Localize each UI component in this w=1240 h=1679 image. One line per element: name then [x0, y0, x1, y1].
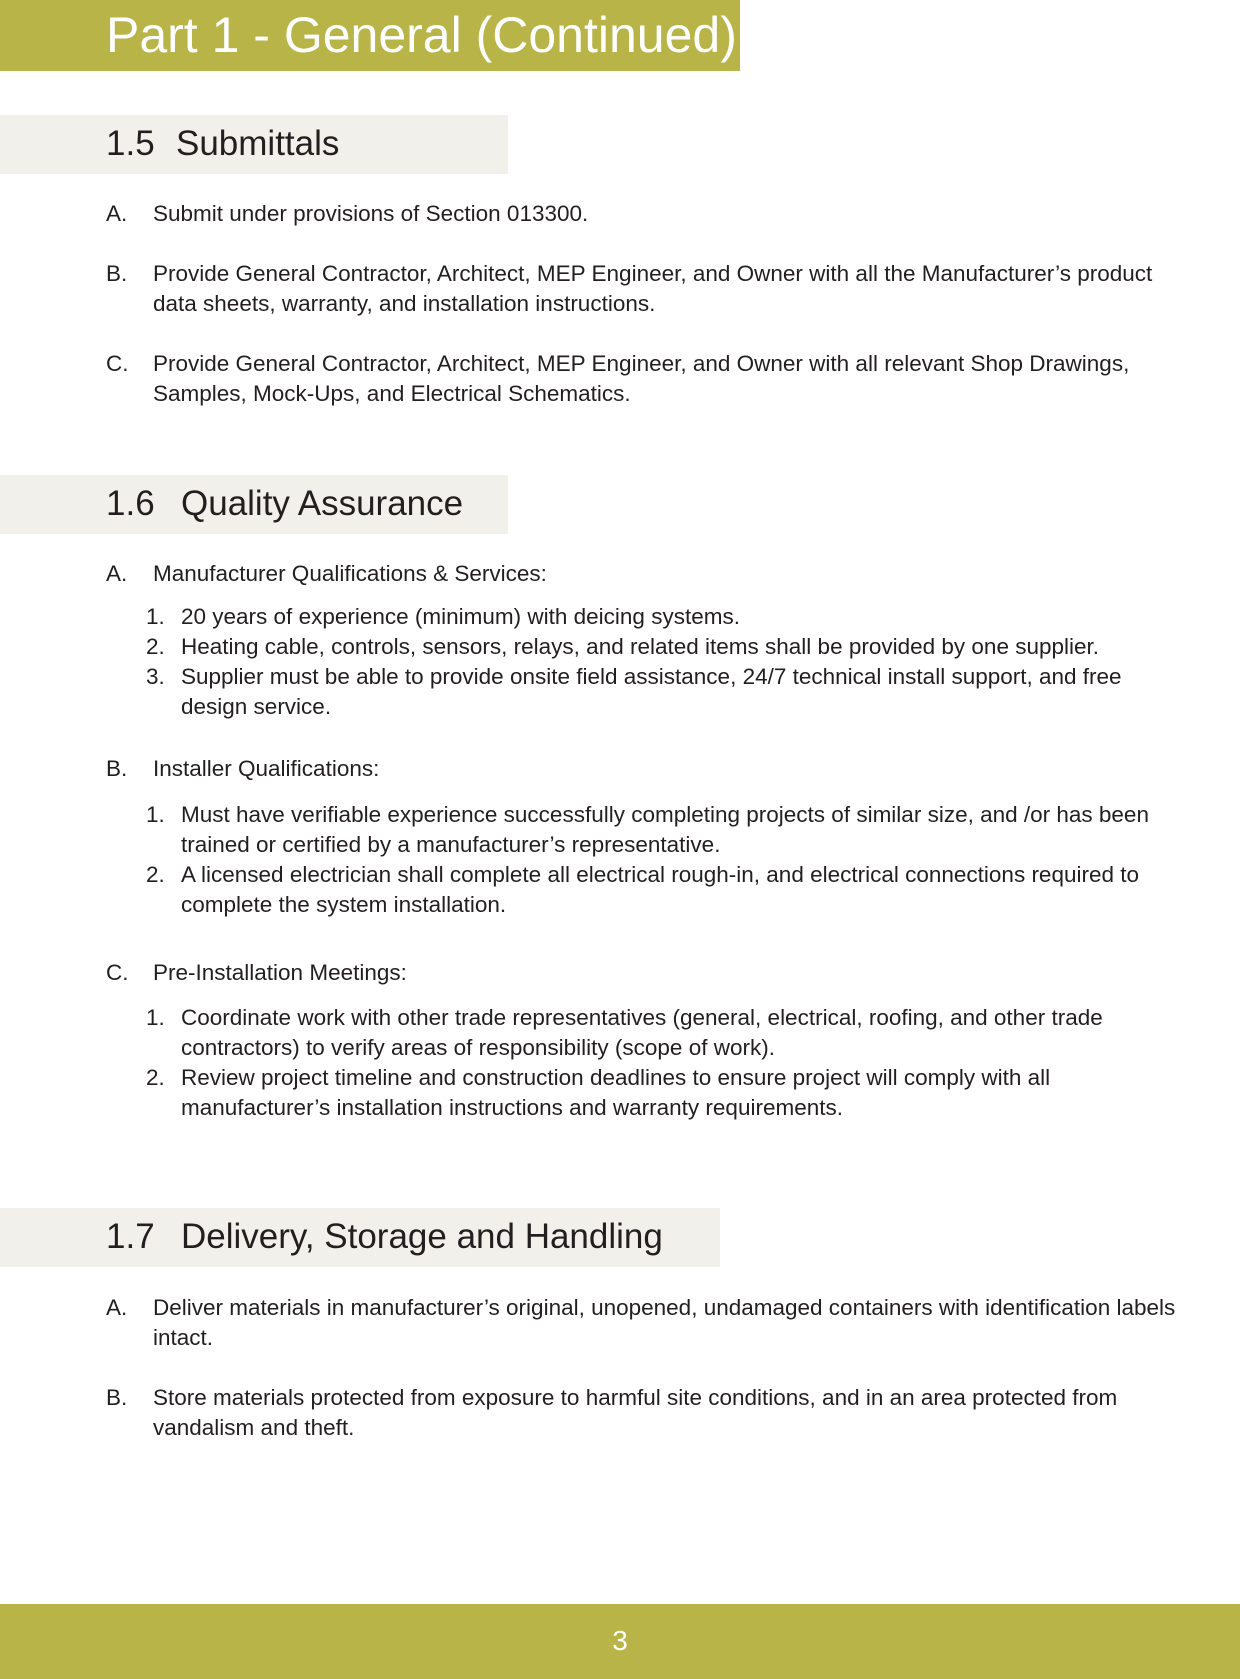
section-heading-delivery-storage-handling — [0, 1208, 720, 1267]
sub-list-item — [146, 602, 1186, 632]
section-heading-submittals — [0, 115, 508, 174]
section-number: 1.7 — [106, 1217, 155, 1256]
page-title: Part 1 - General (Continued) — [106, 7, 737, 63]
footer-bar — [0, 1604, 1240, 1679]
item-letter: C. — [106, 960, 129, 985]
item-letter: A. — [106, 1295, 128, 1320]
page-number: 3 — [612, 1625, 628, 1656]
item-text: Installer Qualifications: — [153, 756, 380, 781]
sub-item-number: 1. — [146, 802, 165, 827]
sub-item-text: Review project timeline and construction deadlines to ensure project will comply with all manufacturer’s installation instructions and warranty requirements. — [181, 1065, 1051, 1120]
list-item — [106, 754, 1186, 784]
sub-list-item — [146, 1003, 1186, 1063]
item-letter: B. — [106, 261, 128, 286]
sub-item-text: Coordinate work with other trade representatives (general, electrical, roofing, and other trade contractors) to verify areas of responsibility (scope of work). — [181, 1005, 1103, 1060]
item-letter: A. — [106, 561, 128, 586]
list-item — [106, 1383, 1186, 1443]
sub-item-text: A licensed electrician shall complete all electrical rough-in, and electrical connections required to complete the system installation. — [181, 862, 1140, 917]
list-item — [106, 349, 1186, 409]
item-letter: A. — [106, 201, 128, 226]
item-text: Provide General Contractor, Architect, MEP Engineer, and Owner with all the Manufacturer’s product data sheets, warranty, and installation instructions. — [153, 261, 1153, 316]
item-text: Submit under provisions of Section 013300. — [153, 201, 589, 226]
list-item — [106, 958, 1186, 988]
sub-item-number: 2. — [146, 634, 165, 659]
sub-list-item — [146, 662, 1186, 722]
sub-item-text: Supplier must be able to provide onsite field assistance, 24/7 technical install support, and free design service. — [181, 664, 1122, 719]
item-letter: B. — [106, 756, 128, 781]
sub-item-number: 2. — [146, 1065, 165, 1090]
section-number: 1.5 — [106, 124, 155, 163]
header-banner — [0, 0, 740, 71]
item-text: Pre-Installation Meetings: — [153, 960, 407, 985]
sub-item-number: 1. — [146, 1005, 165, 1030]
sub-item-text: 20 years of experience (minimum) with deicing systems. — [181, 604, 740, 629]
list-item — [106, 559, 1186, 589]
sub-item-number: 2. — [146, 862, 165, 887]
item-letter: B. — [106, 1385, 128, 1410]
list-item — [106, 259, 1186, 319]
section-title: Quality Assurance — [181, 484, 464, 523]
section-heading-quality-assurance — [0, 475, 508, 534]
item-text: Manufacturer Qualifications & Services: — [153, 561, 547, 586]
section-number: 1.6 — [106, 484, 155, 523]
sub-list-item — [146, 632, 1186, 662]
sub-list-item — [146, 800, 1186, 860]
item-text: Deliver materials in manufacturer’s original, unopened, undamaged containers with identification labels intact. — [153, 1295, 1176, 1350]
sub-list-item — [146, 1063, 1186, 1123]
sub-item-text: Heating cable, controls, sensors, relays, and related items shall be provided by one supplier. — [181, 634, 1100, 659]
sub-item-text: Must have verifiable experience successfully completing projects of similar size, and /or has been trained or certified by a manufacturer’s representative. — [181, 802, 1149, 857]
item-letter: C. — [106, 351, 129, 376]
list-item — [106, 199, 1186, 229]
section-title: Delivery, Storage and Handling — [181, 1217, 663, 1256]
item-text: Provide General Contractor, Architect, MEP Engineer, and Owner with all relevant Shop Drawings, Samples, Mock-Ups, and Electrical Schematics. — [153, 351, 1130, 406]
item-text: Store materials protected from exposure to harmful site conditions, and in an area protected from vandalism and theft. — [153, 1385, 1118, 1440]
list-item — [106, 1293, 1186, 1353]
section-title: Submittals — [176, 124, 340, 163]
sub-item-number: 3. — [146, 664, 165, 689]
sub-item-number: 1. — [146, 604, 165, 629]
sub-list-item — [146, 860, 1186, 920]
